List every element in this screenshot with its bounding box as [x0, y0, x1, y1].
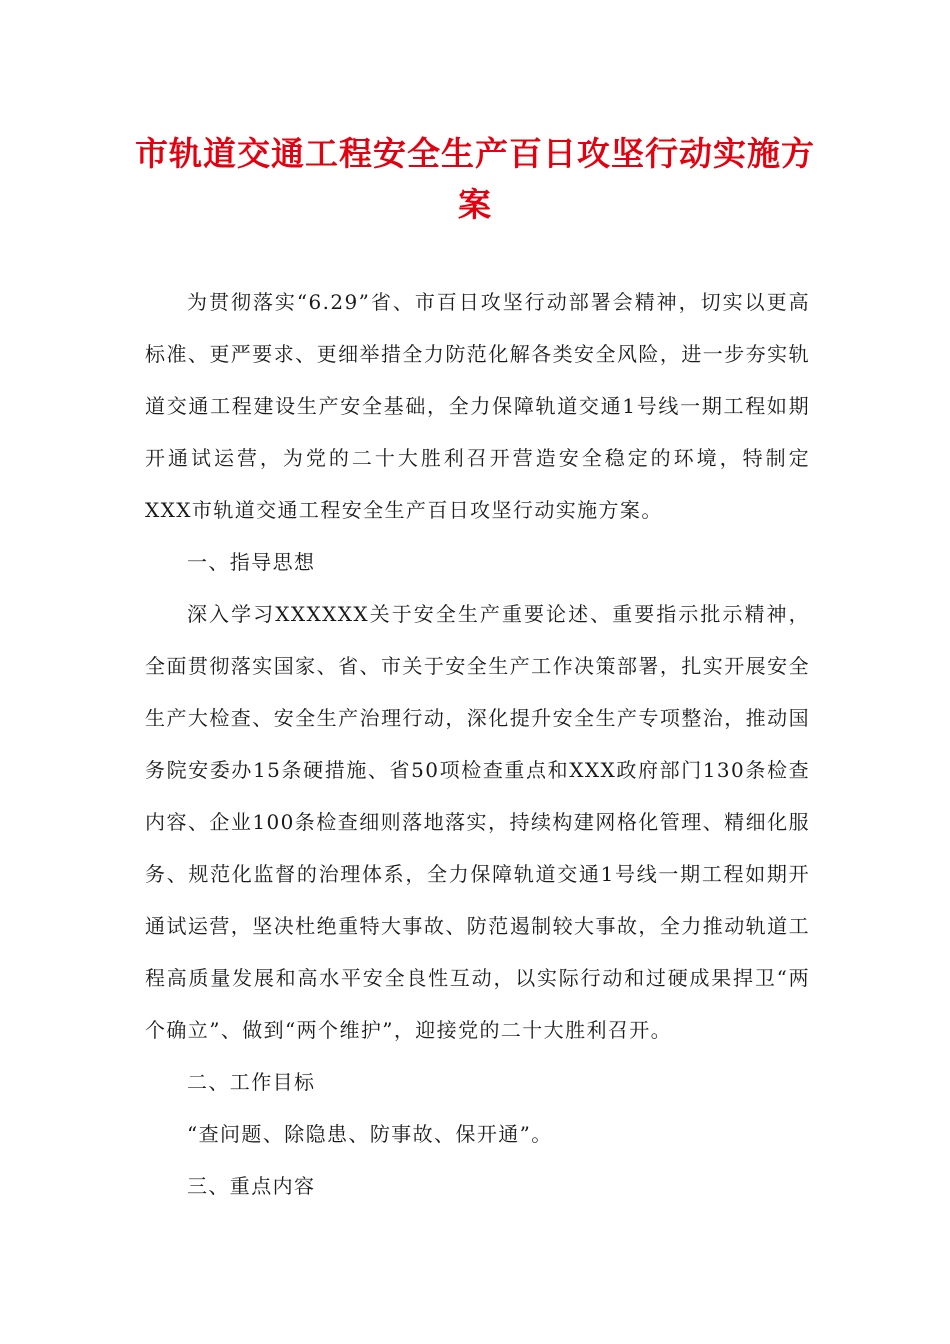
document-body [145, 276, 810, 1212]
work-goals-paragraph: “查问题、除隐患、防事故、保开通”。 [187, 1122, 553, 1146]
intro-paragraph: 为贯彻落实“6.29”省、市百日攻坚行动部署会精神，切实以更高标准、更严要求、更细举措全力防范化解各类安全风险，进一步夯实轨道交通工程建设生产安全基础，全力保障轨道交通1号线一期工程如期开通试运营，为党的二十大胜利召开营造安全稳定的环境，特制定XXX市轨道交通工程安全生产百日攻坚行动实施方案。 [145, 290, 810, 522]
document-title: 市轨道交通工程安全生产百日攻坚行动实施方案 [135, 134, 815, 224]
section-heading-guiding-ideology: 一、指导思想 [187, 550, 316, 574]
guiding-ideology-paragraph: 深入学习XXXXXX关于安全生产重要论述、重要指示批示精神，全面贯彻落实国家、省、市关于安全生产工作决策部署，扎实开展安全生产大检查、安全生产治理行动，深化提升安全生产专项整治，推动国务院安委办15条硬措施、省50项检查重点和XXX政府部门130条检查内容、企业100条检查细则落地落实，持续构建网格化管理、精细化服务、规范化监督的治理体系，全力保障轨道交通1号线一期工程如期开通试运营，坚决杜绝重特大事故、防范遏制较大事故，全力推动轨道工程高质量发展和高水平安全良性互动，以实际行动和过硬成果捍卫“两个确立”、做到“两个维护”，迎接党的二十大胜利召开。 [145, 602, 810, 1042]
section-heading-work-goals: 二、工作目标 [187, 1070, 316, 1094]
section-heading-key-content: 三、重点内容 [187, 1174, 316, 1198]
